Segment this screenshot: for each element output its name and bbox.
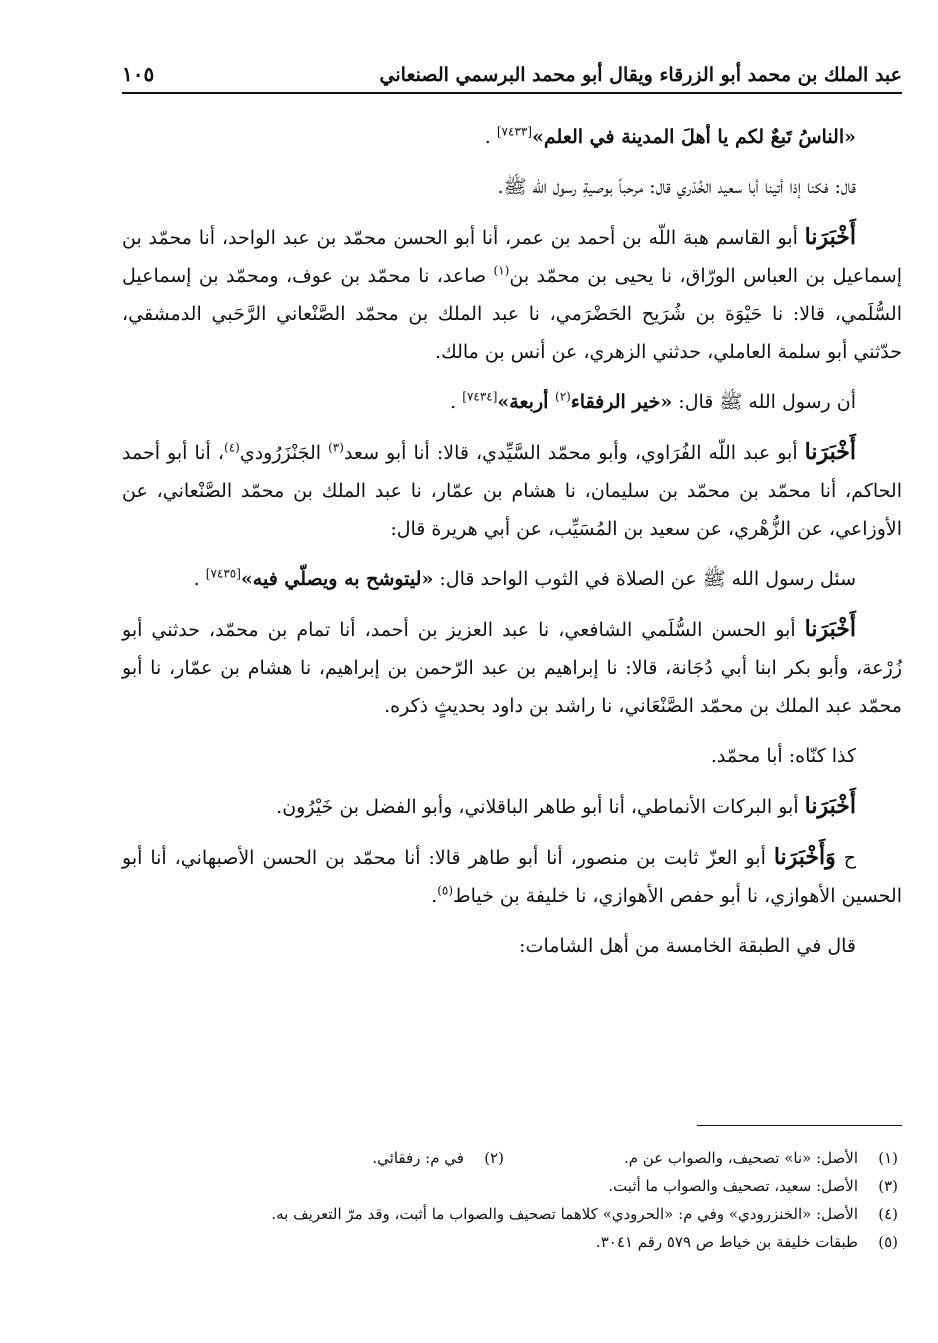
footnote-row [140, 1172, 898, 1200]
paragraph-5 [122, 433, 902, 548]
page-number: ١٠٥ [122, 62, 155, 86]
hadith-quote: «ليتوشح به ويصلّي فيه» [240, 568, 434, 590]
akhbarana-lead: أَخْبَرَنا [804, 616, 856, 642]
paragraph-text: سئل رسول الله ﷺ عن الصلاة في الثوب الواحد قال: [433, 568, 856, 590]
paragraph-text: قال في الطبقة الخامسة من أهل الشامات: [519, 935, 856, 957]
footnote-text: الأصل: سعيد، تصحيف والصواب ما أثبت. [608, 1177, 858, 1195]
period: . [484, 126, 491, 148]
paragraph-text-end: ، أنا أبو أحمد الحاكم، أنا محمّد بن محمّد بن سليمان، نا هشام بن عمّار، نا عبد الملك بن محمّد الصَّنْعاني، عن الأوزاعي، عن الزُّهْري، عن سعيد بن المُسَيِّب، عن أبي هريرة قال: [122, 442, 902, 540]
akhbarana-lead: أَخْبَرَنا [804, 224, 856, 250]
footnote-row [140, 1144, 898, 1172]
footnote-ref-3: (٣) [328, 440, 344, 455]
paragraph-11 [122, 927, 902, 965]
footnote-number: (٣) [878, 1177, 898, 1195]
footnote-ref-5: (٥) [437, 883, 454, 898]
paragraph-6 [122, 560, 902, 598]
footnote-text: طبقات خليفة بن خياط ص ٥٧٩ رقم ٣٠٤١. [595, 1233, 858, 1251]
main-text [122, 118, 902, 977]
paragraph-1 [122, 118, 902, 156]
footnote-ref-1: (١) [493, 263, 510, 278]
footnote-number: (٤) [878, 1205, 898, 1223]
paragraph-8 [122, 737, 902, 775]
footnote-text: الأصل: «نا» تصحيف، والصواب عن م. [623, 1149, 858, 1167]
hadith-number: [٧٤٣٤] [462, 389, 498, 404]
paragraph-text: أبو الحسن السُّلَمي الشافعي، نا عبد العزيز بن أحمد، أنا تمام بن محمّد، حدثني أبو زُرْعة، وأبو بكر ابنا أبي دُجَانة، قالا: نا إبراهيم بن عبد الرّحمن بن إبراهيم، نا هشام بن عمّار، نا أبو محمّد عبد الملك بن محمّد الصَّنْعَاني، نا راشد بن داود بحديثٍ ذكره. [122, 619, 902, 717]
footnote-ref-2: (٢) [555, 389, 571, 404]
akhbarana-lead: أَخْبَرَنا [804, 793, 856, 819]
paragraph-text: أبو عبد اللّه الفُرَاوي، وأبو محمّد السَّيِّدي، قالا: أنا أبو سعد [343, 442, 805, 464]
paragraph-2 [122, 168, 902, 206]
period: . [431, 885, 438, 907]
footnote-ref-4: (٤) [224, 440, 240, 455]
footnote-row [140, 1200, 898, 1228]
footnote-text: الأصل: «الخنزرودي» وفي م: «الحرودي» كلاهما تصحيف والصواب ما أثبت، وقد مرّ التعريف به. [271, 1205, 858, 1223]
paragraph-7 [122, 610, 902, 725]
footnote-number: (٥) [878, 1233, 898, 1251]
akhbarana-lead: أَخْبَرَنا [804, 439, 856, 465]
hadith-number: [٧٤٣٥] [205, 566, 241, 581]
paragraph-text: أبو البركات الأنماطي، أنا أبو طاهر الباقلاني، وأبو الفضل بن خَيْرُون. [276, 796, 805, 818]
footnote-row [140, 1228, 898, 1256]
hadith-quote-cont: أربعة» [497, 391, 556, 413]
paragraph-9 [122, 787, 902, 826]
paragraph-text: كذا كنّاه: أبا محمّد. [710, 745, 856, 767]
hadith-quote: «خير الرفقاء [570, 391, 673, 413]
paragraph-text-cont: صاعد، نا محمّد بن عوف، ومحمّد بن إسماعيل السُّلَمي، قالا: نا حَيْوَة بن شُرَيح الحَضْرَمي، نا عبد الملك بن محمّد الصَّنْعاني الرَّحَبي الدمشقي، حدّثني أبو سلمة العاملي، حدثني الزهري، عن أنس بن مالك. [122, 265, 902, 363]
paragraph-text: أبو العزّ ثابت بن منصور، أنا أبو طاهر قالا: أنا محمّد بن الحسن الأصبهاني، أنا أبو الحسين الأهوازي، نا أبو حفص الأهوازي، نا خليفة بن خياط [122, 847, 902, 907]
paragraph-3 [122, 218, 902, 371]
paragraph-text: أبو القاسم هبة اللّه بن أحمد بن عمر، أنا أبو الحسن محمّد بن عبد الواحد، أنا محمّد بن إسماعيل بن العباس الورّاق، نا يحيى بن محمّد بن [122, 227, 902, 287]
footnote-divider [697, 1125, 902, 1126]
hadith-quote: «الناسُ تَبعٌ لكم يا أهلَ المدينة في العلم» [532, 126, 856, 148]
period: . [193, 568, 200, 590]
page-header [122, 52, 902, 94]
paragraph-text: قال: فكنا إذا أتينا أبا سعيد الخُدْري قال: مرحباً بوصيةِ رسول الله ﷺ. [497, 176, 856, 198]
footnote-text: في م: رفقائي. [372, 1149, 464, 1167]
period: . [450, 391, 457, 413]
footnotes [140, 1144, 898, 1256]
paragraph-text: أن رسول الله ﷺ قال: [672, 391, 856, 413]
footnote-number: (١) [878, 1149, 898, 1167]
running-title: عبد الملك بن محمد أبو الزرقاء ويقال أبو محمد البرسمي الصنعاني [379, 64, 902, 86]
hadith-number: [٧٤٣٣] [496, 124, 533, 139]
akhbarana-lead: وَأَخْبَرَنا [773, 844, 836, 870]
paragraph-10 [122, 838, 902, 915]
tahwil-mark: ح [835, 847, 856, 869]
paragraph-4 [122, 383, 902, 421]
footnote-number: (٢) [484, 1149, 504, 1167]
paragraph-text-cont: الجَنْزَرُودي [239, 442, 329, 464]
